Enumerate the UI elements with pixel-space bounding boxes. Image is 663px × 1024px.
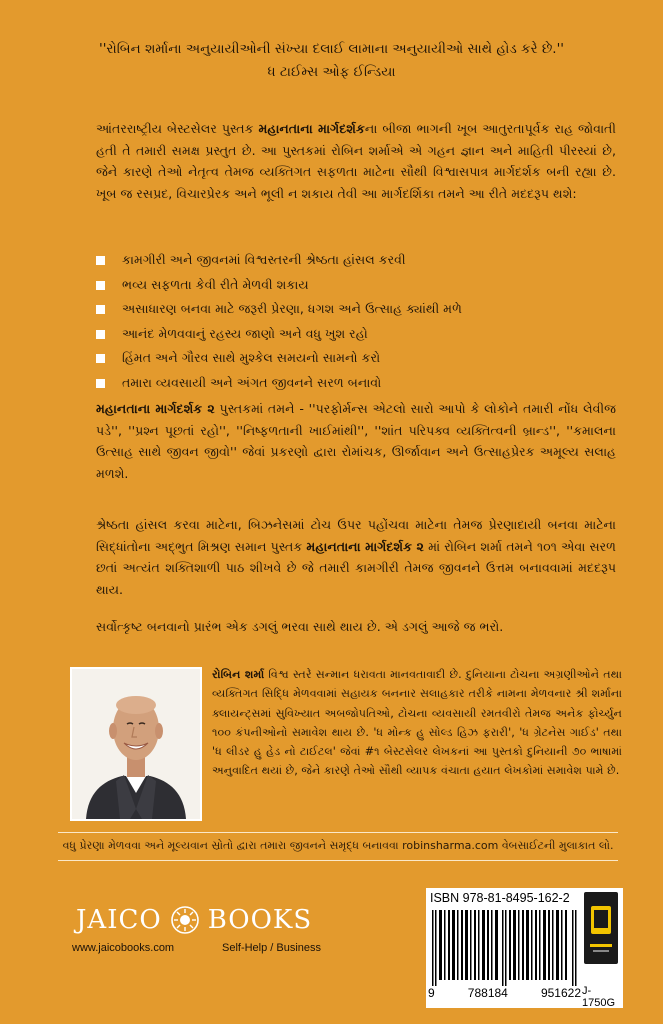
website-note	[58, 836, 618, 856]
publisher-name-left: JAICO	[76, 905, 162, 935]
sun-emblem-icon	[170, 905, 200, 935]
closing-line: સર્વોત્કૃષ્ટ બનવાનો પ્રારંભ એક ડગલું ભરવા સાથે થાય છે. એ ડગલું આજે જ ભરો.	[96, 619, 504, 634]
author-bio-text: વિશ્વ સ્તરે સન્માન ધરાવતા માનવતાવાદી છે. દુનિયાના ટોચના અગ્રણીઓને તથા વ્યક્તિગત સિદ્ધિ મેળવવામાં સહાયક બનનાર સલાહકાર તરીકે નામના મેળવનાર શ્રી શર્માના ક્લાયન્ટ્સમાં સુવિખ્યાત અબજોપતિઓ, ટોચના વ્યવસાયી રમતવીરો તેમજ અનેક ફોર્ચ્યુન ૧૦૦ કંપનીઓનો સમાવેશ થાય છે. 'ધ મોન્ક હુ સોલ્ડ હિઝ ફરારી', 'ધ ગ્રેટનેસ ગાઈડ' તથા 'ધ લીડર હુ હેડ નો ટાઈટલ' જેવાં #૧ બેસ્ટસેલર લેખકનાં આ પુસ્તકો દુનિયાની ૭૦ ભાષામાં અનુવાદિત થયાં છે, જેને કારણે તેઓ સૌથી વ્યાપક વંચાતા હયાત લેખકોમાં સમાવેશ પામે છે.	[212, 668, 622, 778]
ebook-badge-icon	[584, 892, 618, 964]
list-item-text: હિંમત અને ગૌરવ સાથે મુશ્કેલ સમયનો સામનો કરો	[122, 350, 381, 365]
list-item-text: અસાધારણ બનવા માટે જરૂરી પ્રેરણા, ધગશ અને ઉત્સાહ ક્યાંથી મળે	[122, 301, 462, 316]
chapters-text: પુસ્તકમાં તમને - ''પરફોર્મન્સ એટલો સારો આપો કે લોકોને તમારી નોંધ લેવીજ પડે'', ''પ્રશ્ન પૂછતાં રહો'', ''નિષ્ફળતાની ખાઈમાંથી'', ''શાંત પરિપક્વ વ્યક્તિત્વની બ્રાન્ડ'', ''કમાલના ઉત્સાહ સાથે જીવન જીવો'' જેવાં પ્રકરણો દ્વારા રોમાંચક, ઊર્જાવાન અને ઉત્સાહપ્રેરક અમૂલ્ય સલાહ મળશે.	[96, 401, 616, 481]
list-item	[96, 273, 616, 298]
square-bullet-icon	[96, 281, 105, 290]
barcode-panel	[426, 888, 623, 1008]
quote-source: ધ ટાઈમ્સ ઓફ ઈન્ડિયા	[267, 64, 396, 80]
book-title-bold: મહાનતાના માર્ગદર્શક	[258, 121, 365, 136]
intro-text-rest: ના બીજા ભાગની ખૂબ આતુરતાપૂર્વક રાહ જોવાતી હતી તે તમારી સમક્ષ પ્રસ્તુત છે. આ પુસ્તકમાં રોબિન શર્માએ એ ગહન જ્ઞાન અને માહિતી પીરસ્યાં છે, જેને કારણે તેઓ નેતૃત્વ તેમજ વ્યક્તિગત સફળતા માટેના સૌથી વિશ્વાસપાત્ર માર્ગદર્શક બની રહ્યા છે. ખૂબ જ રસપ્રદ, વિચારપ્રેરક અને ભૂલી ન શકાય તેવી આ માર્ગદર્શિકા તમને આ રીતે મદદરૂપ થશે:	[96, 121, 616, 201]
benefit-list	[96, 248, 616, 395]
divider-bottom	[58, 860, 618, 861]
barcode-digit-group: 788184	[467, 986, 508, 1000]
list-item	[96, 248, 616, 273]
website-note-end: વેબસાઈટની મુલાકાત લો.	[498, 839, 614, 852]
list-item-text: તમારા વ્યવસાયી અને અંગત જીવનને સરળ બનાવો	[122, 374, 382, 390]
list-item	[96, 322, 616, 347]
book-title-bold: મહાનતાના માર્ગદર્શક ૨	[96, 401, 215, 416]
list-item	[96, 346, 616, 371]
author-photo	[70, 667, 202, 821]
list-item	[96, 297, 616, 322]
barcode-digit-group: 951622	[540, 986, 581, 1000]
divider-top	[58, 832, 618, 833]
intro-paragraph	[96, 118, 616, 204]
praise-quote	[40, 38, 623, 84]
list-item-text: ભવ્ય સફળતા કેવી રીતે મેળવી શકાય	[122, 276, 309, 292]
square-bullet-icon	[96, 256, 105, 265]
publisher-logo	[76, 904, 312, 936]
product-code: J-1750G	[582, 985, 616, 1009]
square-bullet-icon	[96, 330, 105, 339]
list-item-text: કામગીરી અને જીવનમાં વિશ્વસ્તરની શ્રેષ્ઠતા હાંસલ કરવી	[122, 252, 406, 267]
list-item-text: આનંદ મેળવવાનું રહસ્ય જાણો અને વધુ ખુશ રહો	[122, 325, 368, 341]
barcode-digit-group: 9	[428, 986, 435, 1000]
square-bullet-icon	[96, 354, 105, 363]
author-name: રોબિન શર્મા	[212, 668, 265, 681]
intro-text-start: આંતરરાષ્ટ્રીય બેસ્ટસેલર પુસ્તક	[96, 121, 259, 136]
publisher-website-link[interactable]: www.jaicobooks.com	[72, 942, 175, 954]
quote-text: ''રોબિન શર્માના અનુયાયીઓની સંખ્યા દલાઈ લામાના અનુયાયીઓ સાથે હોડ કરે છે.''	[98, 41, 564, 57]
isbn-number: ISBN 978-81-8495-162-2	[430, 891, 570, 905]
square-bullet-icon	[96, 379, 105, 388]
publisher-name-right: BOOKS	[207, 905, 313, 935]
author-website-link[interactable]: robinsharma.com	[402, 839, 499, 852]
summary-text-start: શ્રેષ્ઠતા હાંસલ કરવા માટેના, બિઝનેસમાં ટોચ ઉપર પહોંચવા માટેના તેમજ પ્રેરણાદાયી બનવા માટેના સિદ્ધાંતોના અદ્ભુત મિશ્રણ સમાન પુસ્તક	[96, 517, 616, 554]
barcode-digits	[428, 986, 581, 1000]
author-bio	[212, 665, 622, 781]
square-bullet-icon	[96, 305, 105, 314]
book-title-bold: મહાનતાના માર્ગદર્શક ૨	[306, 538, 424, 554]
chapters-paragraph	[96, 398, 616, 484]
website-note-start: વધુ પ્રેરણા મેળવવા અને મૂલ્યવાન સ્રોતો દ્વારા તમારા જીવનને સમૃદ્ધ બનાવવા	[62, 839, 403, 852]
list-item	[96, 371, 616, 396]
summary-text-rest: માં રોબિન શર્મા તમને ૧૦૧ એવા સરળ છતાં અત્યંત શક્તિશાળી પાઠ શીખવે છે જે તમારી કામગીરી તેમજ જીવનને ઉત્તમ બનાવવામાં મદદરૂપ થાય.	[96, 538, 616, 597]
book-category: Self-Help / Business	[222, 942, 322, 954]
author-portrait-icon	[72, 669, 200, 819]
barcode-icon	[430, 910, 580, 986]
summary-paragraph	[96, 514, 616, 600]
ebook-badge	[584, 892, 618, 964]
